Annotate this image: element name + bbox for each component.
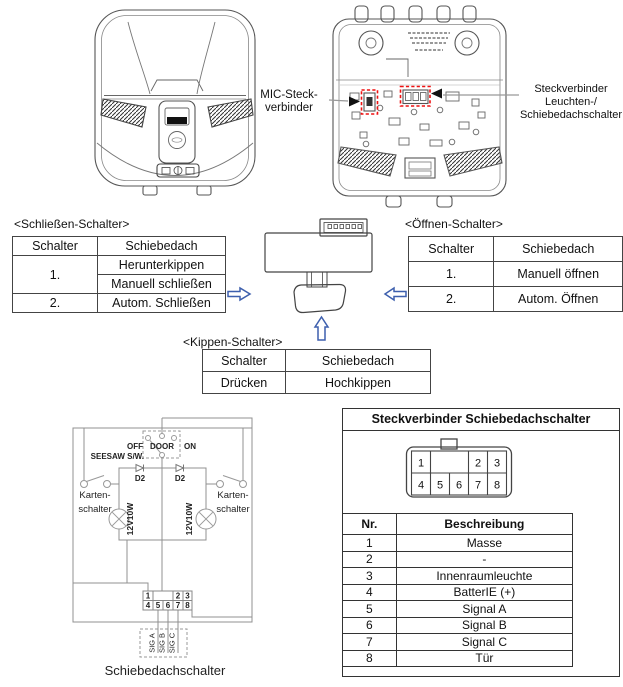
schematic-pin-5: 5 [155, 601, 161, 610]
lamp-left-label: 12V10W [125, 502, 135, 536]
table-cell: 8 [343, 650, 397, 667]
table-cell: BatterIE (+) [396, 584, 572, 601]
schematic-pin-4: 4 [145, 601, 151, 610]
seesaw-door-label: DOOR [150, 442, 174, 451]
table-cell: 6 [343, 617, 397, 634]
map-light-lens-right [208, 99, 253, 127]
schematic-pin-2: 2 [175, 591, 181, 601]
table-header-cell: Schalter [13, 237, 98, 256]
connector-pinout-drawing [405, 437, 517, 503]
table-cell: 2. [13, 294, 98, 313]
seesaw-switch-label: SEESAW S/W. [90, 452, 144, 461]
arrow-left-icon [385, 288, 406, 300]
table-header-cell: Schalter [203, 350, 286, 372]
sunroof-connector-label-line2: Leuchten-/ [545, 96, 597, 108]
open-switch-table-title: <Öffnen-Schalter> [405, 217, 503, 231]
table-cell: Signal B [396, 617, 572, 634]
card-switch-right-label-line2: schalter [216, 504, 250, 515]
table-header-cell: Schiebedach [98, 237, 226, 256]
arrow-up-icon [315, 317, 328, 340]
arrow-right-icon [228, 288, 250, 300]
close-switch-table [12, 236, 226, 313]
seesaw-on-label: ON [184, 442, 196, 451]
mic-connector-label-line1: MIC-Steck- [260, 89, 318, 101]
table-header-cell: Schalter [409, 237, 494, 262]
table-cell: 3 [343, 568, 397, 585]
connector-pin-3: 3 [493, 457, 501, 470]
table-cell: 4 [343, 584, 397, 601]
mic-connector-label-line2: verbinder [265, 102, 313, 114]
seesaw-off-label: OFF [127, 442, 143, 451]
card-switch-left-label-line2: schalter [78, 504, 112, 515]
table-cell: Masse [396, 535, 572, 552]
table-cell: Manuell öffnen [494, 262, 623, 287]
connector-pin-4: 4 [417, 479, 425, 492]
connector-pin-1: 1 [417, 457, 425, 470]
table-header-cell: Beschreibung [396, 514, 572, 535]
switch-body [265, 233, 372, 272]
table-cell: Manuell schließen [98, 275, 226, 294]
diode-label-right: D2 [174, 474, 186, 483]
connector-table-title: Steckverbinder Schiebedachschalter [343, 409, 619, 431]
table-cell: Herunterkippen [98, 256, 226, 275]
connector-pin-8: 8 [493, 479, 501, 492]
connector-pinout-table [342, 408, 620, 677]
connector-pin-6: 6 [455, 479, 463, 492]
overhead-console-drawings [0, 0, 623, 208]
schematic-pin-3: 3 [185, 591, 190, 601]
connector-pin-5: 5 [436, 479, 444, 492]
table-cell: 1. [409, 262, 494, 287]
lamp-right-label: 12V10W [184, 502, 194, 536]
sig-a-label: SIG A [147, 633, 157, 653]
table-cell: 1 [343, 535, 397, 552]
connector-pin-7: 7 [474, 479, 482, 492]
sunroof-connector-label-line1: Steckverbinder [534, 83, 608, 95]
pointer-arrow-left-icon [431, 89, 442, 99]
card-switch-right-label-line1: Karten- [217, 490, 249, 501]
table-cell: - [396, 551, 572, 568]
card-switch-right-symbol [217, 476, 247, 488]
sunroof-switch-drawing [220, 213, 420, 353]
tilt-switch-table-title: <Kippen-Schalter> [183, 335, 283, 349]
table-cell: Tür [396, 650, 572, 667]
table-header-cell: Schiebedach [286, 350, 431, 372]
close-switch-table-title: <Schließen-Schalter> [14, 217, 130, 231]
pointer-arrow-right-icon [349, 97, 360, 107]
schematic-caption: Schiebedachschalter [104, 663, 226, 678]
connector-drawing-area [343, 431, 619, 513]
card-switch-left-symbol [81, 476, 111, 488]
table-cell: Drücken [203, 372, 286, 394]
schematic-pin-8: 8 [185, 601, 190, 610]
table-cell: 2 [343, 551, 397, 568]
table-cell: Hochkippen [286, 372, 431, 394]
table-cell: 2. [409, 287, 494, 312]
map-light-lens-left [101, 99, 146, 127]
schematic-pin-6: 6 [165, 601, 171, 610]
wiring-schematic [40, 405, 340, 687]
console-back-drawing [329, 6, 519, 207]
schematic-pin-1: 1 [145, 591, 151, 601]
sig-c-label: SIG C [167, 632, 177, 654]
table-header-cell: Schiebedach [494, 237, 623, 262]
open-switch-table [408, 236, 623, 312]
table-cell: Signal C [396, 634, 572, 651]
pin-description-table [342, 513, 573, 667]
connector-pin-2: 2 [474, 457, 482, 470]
card-switch-left-label-line1: Karten- [79, 490, 111, 501]
table-cell: 7 [343, 634, 397, 651]
table-cell: Autom. Öffnen [494, 287, 623, 312]
table-cell: Innenraumleuchte [396, 568, 572, 585]
part-number-text-block [408, 33, 450, 50]
table-cell: 5 [343, 601, 397, 618]
console-front-drawing [95, 10, 255, 195]
diode-label-left: D2 [134, 474, 146, 483]
table-cell: Signal A [396, 601, 572, 618]
table-cell: Autom. Schließen [98, 294, 226, 313]
table-header-cell: Nr. [343, 514, 397, 535]
sunroof-connector-label-line3: Schiebedachschalter [519, 109, 623, 121]
tilt-switch-table [202, 349, 431, 394]
table-cell: 1. [13, 256, 98, 294]
switch-knob [294, 285, 346, 313]
sig-b-label: SIG B [157, 632, 167, 654]
schematic-pin-7: 7 [175, 601, 181, 610]
